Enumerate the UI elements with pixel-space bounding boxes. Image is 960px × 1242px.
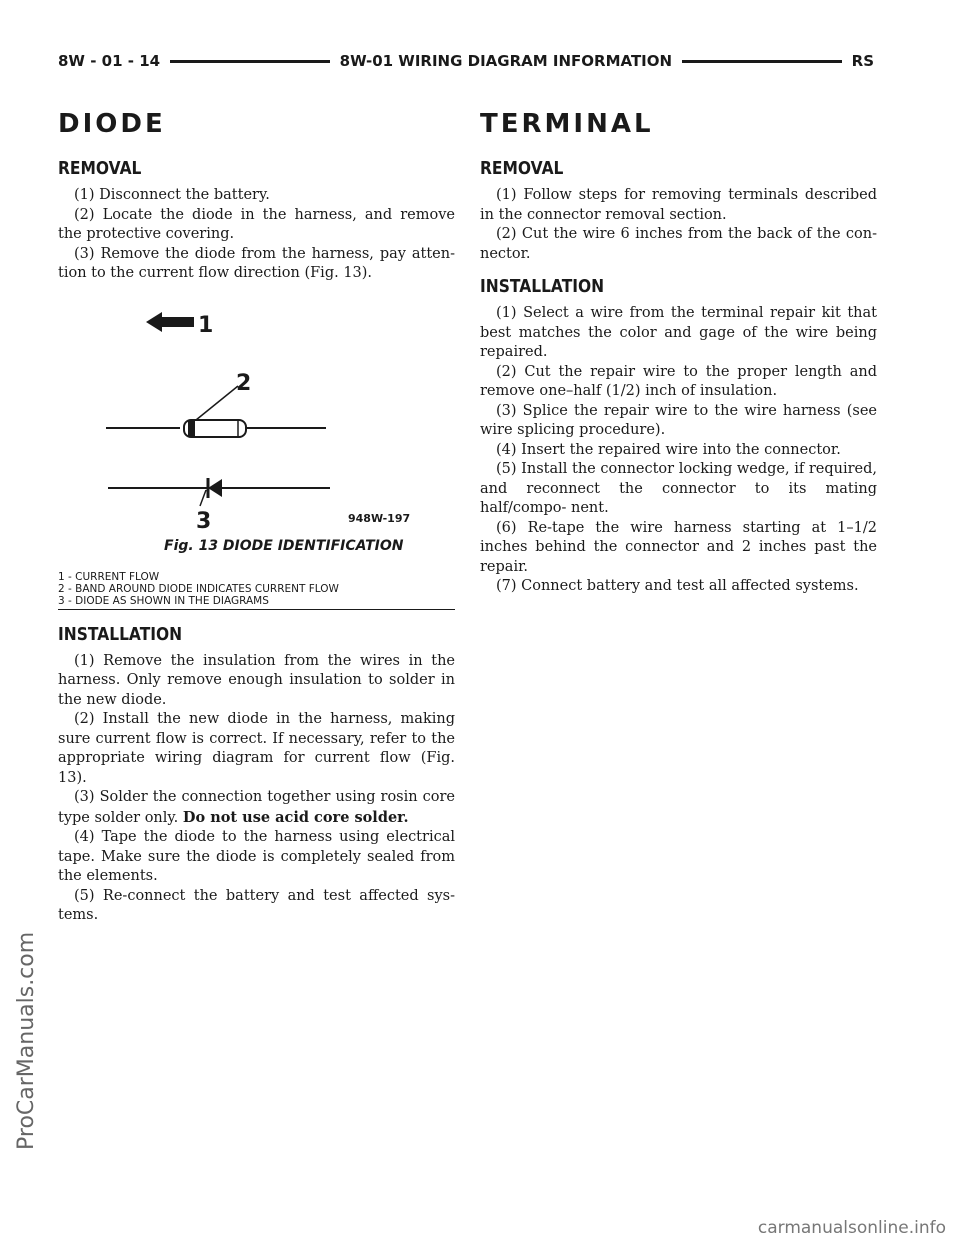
diode-installation-step: (5) Re-connect the battery and test affected sys- tems. bbox=[58, 887, 455, 923]
diode-illustration bbox=[58, 284, 455, 569]
step-text: (3) Solder the connection together using rosin core type solder only. bbox=[58, 789, 455, 826]
left-column bbox=[58, 108, 455, 926]
terminal-installation-step: (1) Select a wire from the terminal repair kit that best matches the color and gage of the wire being repaired. bbox=[480, 305, 877, 360]
legend-item: 2 - BAND AROUND DIODE INDICATES CURRENT FLOW bbox=[58, 582, 339, 595]
footer-url: carmanualsonline.info bbox=[757, 1218, 946, 1238]
header-rule bbox=[170, 60, 330, 63]
right-column bbox=[480, 108, 877, 597]
current-flow-arrow bbox=[146, 312, 194, 332]
side-watermark: ProCarManuals.com bbox=[14, 931, 39, 1150]
diode-installation-heading: INSTALLATION bbox=[58, 623, 183, 645]
diode-symbol bbox=[108, 478, 330, 498]
diode-installation-step: (2) Install the new diode in the harness, making sure current flow is correct. If necessary, refer to the appropriate wiring diagram for current flow (Fig. 13). bbox=[58, 711, 455, 786]
diode-removal-step: (1) Disconnect the battery. bbox=[74, 187, 270, 203]
callout-2-leader bbox=[196, 386, 238, 420]
diode-removal-heading: REMOVAL bbox=[58, 158, 142, 179]
section-title: 8W-01 WIRING DIAGRAM INFORMATION bbox=[339, 52, 673, 70]
terminal-installation-heading: INSTALLATION bbox=[480, 276, 605, 297]
section-gap bbox=[480, 264, 877, 276]
diode-heading: DIODE bbox=[58, 109, 166, 139]
terminal-installation-step: (7) Connect battery and test all affected systems. bbox=[496, 578, 859, 594]
figure-legend bbox=[58, 571, 455, 610]
diode-installation-step: (4) Tape the diode to the harness using electrical tape. Make sure the diode is completely sealed from the elements. bbox=[58, 829, 455, 884]
legend-item: 1 - CURRENT FLOW bbox=[58, 570, 160, 583]
terminal-removal-heading: REMOVAL bbox=[480, 158, 564, 179]
callout-3: 3 bbox=[196, 508, 212, 534]
figure-code: 948W-197 bbox=[348, 511, 411, 525]
section-code: RS bbox=[851, 52, 875, 70]
terminal-installation-step: (2) Cut the repair wire to the proper length and remove one–half (1/2) inch of insulation. bbox=[480, 363, 877, 399]
figure-title: Fig. 13 DIODE IDENTIFICATION bbox=[164, 537, 404, 554]
terminal-removal-step: (1) Follow steps for removing terminals described in the connector removal section. bbox=[480, 187, 877, 223]
terminal-installation-step: (6) Re-tape the wire harness starting at 1–1/2 inches behind the connector and 2 inches past the repair. bbox=[480, 519, 877, 575]
diode-removal-step: (3) Remove the diode from the harness, pay atten- tion to the current flow direction (Fig. 13). bbox=[58, 245, 455, 281]
terminal-installation-step: (4) Insert the repaired wire into the connector. bbox=[496, 441, 841, 458]
diode-installation-step-3 bbox=[58, 788, 455, 828]
header-rule bbox=[682, 60, 842, 63]
page-number: 8W - 01 - 14 bbox=[58, 52, 161, 70]
callout-1: 1 bbox=[198, 312, 214, 338]
terminal-removal-step: (2) Cut the wire 6 inches from the back of the con- nector. bbox=[480, 226, 877, 262]
legend-item: 3 - DIODE AS SHOWN IN THE DIAGRAMS bbox=[58, 594, 269, 607]
terminal-installation-step: (5) Install the connector locking wedge, if required, and reconnect the connector to its mating half/compo- nent. bbox=[480, 461, 877, 516]
diode-component bbox=[106, 420, 326, 437]
warning-text: Do not use acid core solder. bbox=[182, 808, 409, 826]
page-header bbox=[58, 50, 874, 72]
callout-2: 2 bbox=[236, 370, 252, 396]
callout-3-leader bbox=[200, 490, 206, 506]
diode-figure bbox=[58, 284, 455, 569]
terminal-installation-step: (3) Splice the repair wire to the wire harness (see wire splicing procedure). bbox=[480, 402, 877, 438]
diode-removal-step: (2) Locate the diode in the harness, and remove the protective covering. bbox=[58, 206, 455, 242]
terminal-heading: TERMINAL bbox=[480, 109, 654, 139]
diode-installation-step: (1) Remove the insulation from the wires in the harness. Only remove enough insulation to solder in the new diode. bbox=[58, 652, 455, 708]
